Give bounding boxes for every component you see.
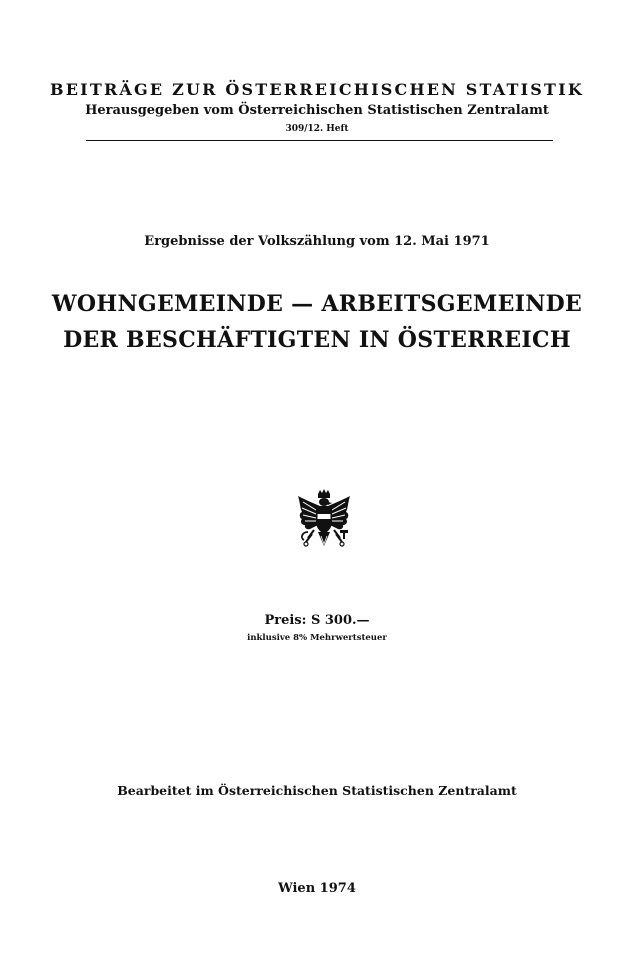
austrian-eagle-coat-of-arms-icon — [296, 488, 352, 554]
issue-number: 309/12. Heft — [285, 124, 349, 134]
main-title-line-2: DER BESCHÄFTIGTEN IN ÖSTERREICH — [63, 327, 571, 353]
series-title: BEITRÄGE ZUR ÖSTERREICHISCHEN STATISTIK — [50, 80, 584, 99]
census-subtitle: Ergebnisse der Volkszählung vom 12. Mai 1971 — [144, 234, 490, 249]
price: Preis: S 300.— — [264, 613, 370, 628]
place-and-year: Wien 1974 — [278, 881, 356, 896]
editor-line: Bearbeitet im Österreichischen Statistischen Zentralamt — [117, 783, 517, 798]
publisher-line: Herausgegeben vom Österreichischen Statistischen Zentralamt — [85, 103, 549, 118]
header-divider — [86, 140, 553, 141]
vat-note: inklusive 8% Mehrwertsteuer — [247, 633, 387, 643]
main-title-line-1: WOHNGEMEINDE — ARBEITSGEMEINDE — [51, 291, 583, 317]
